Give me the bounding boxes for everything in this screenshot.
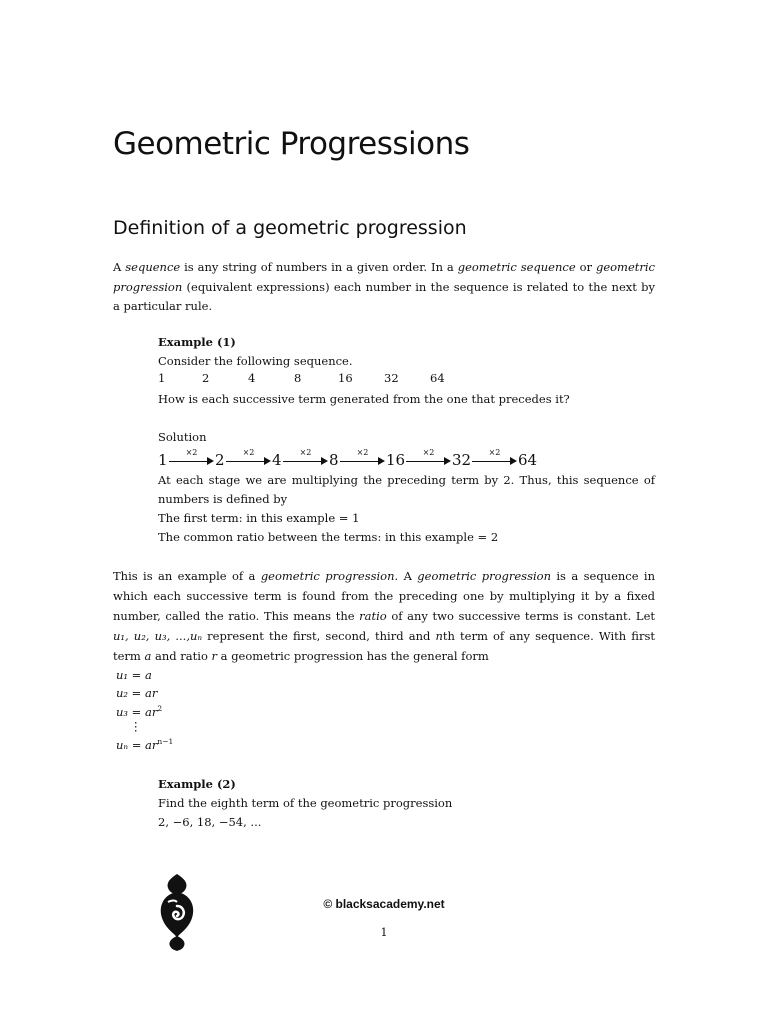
academy-logo-icon [156, 872, 198, 952]
multiply-arrow [169, 448, 214, 470]
multiply-arrow [472, 448, 517, 470]
chain-node: 32 [452, 451, 472, 469]
example-1-heading: Example (1) [158, 335, 236, 349]
formula-u2: u₂ = ar [116, 686, 158, 700]
chain-node: 64 [518, 451, 538, 469]
example-2-heading: Example (2) [158, 777, 236, 791]
example-2-sequence: 2, −6, 18, −54, ... [158, 815, 262, 829]
sequence-term: 8 [294, 371, 302, 385]
example-1-prompt: Consider the following sequence. [158, 354, 353, 368]
multiply-arrow [340, 448, 385, 470]
intro-paragraph: A sequence is any string of numbers in a given order. In a geometric sequence or geometric progression (equivalent expressions) each number in the sequence is related to the next by a particular rule. [113, 260, 655, 313]
chain-node: 8 [329, 451, 339, 469]
sequence-term: 32 [384, 371, 399, 385]
arrow-label: ×2 [242, 448, 255, 457]
sequence-term: 4 [248, 371, 256, 385]
arrow-label: ×2 [185, 448, 198, 457]
arrow-label: ×2 [299, 448, 312, 457]
page-title: Geometric Progressions [113, 126, 470, 162]
page-number: 1 [380, 926, 388, 939]
chain-node: 2 [215, 451, 225, 469]
example-1-explanation: At each stage we are multiplying the preceding term by 2. Thus, this sequence of numbers is defined by [158, 473, 655, 506]
sequence-term: 2 [202, 371, 210, 385]
chain-node: 4 [272, 451, 282, 469]
multiply-arrow [406, 448, 451, 470]
general-paragraph: This is an example of a geometric progression. A geometric progression is a sequence in which each successive term is found from the preceding one by multiplying it by a fixed number, called the ratio. This means the ratio of any two successive terms is constant. Let u₁, u₂, u₃, ...,uₙ represent the first, second, third and nth term of any sequence. With first term a and ratio r a geometric progression has the general form [113, 569, 656, 663]
first-term-line: The first term: in this example = 1 [158, 511, 360, 525]
general-form-formulas [116, 668, 316, 758]
common-ratio-line: The common ratio between the terms: in this example = 2 [158, 530, 499, 544]
chain-node: 16 [386, 451, 406, 469]
formula-u3: $u_3 = ar^2$ [116, 704, 163, 719]
sequence-term: 1 [158, 371, 166, 385]
vertical-ellipsis: ⋮ [130, 719, 142, 733]
chain-node: 1 [158, 451, 168, 469]
example-1-question: How is each successive term generated from the one that precedes it? [158, 392, 570, 406]
section-title: Definition of a geometric progression [113, 217, 467, 239]
formula-un: $u_n = ar^{n-1}$ [116, 737, 174, 752]
formula-u1: u₁ = a [116, 668, 152, 682]
terms-list: u₁, u₂, u₃, ...,uₙ [113, 629, 203, 643]
multiply-arrow [226, 448, 271, 470]
solution-label: Solution [158, 430, 207, 444]
arrow-label: ×2 [356, 448, 369, 457]
footer-site-credit: © blacksacademy.net [323, 897, 445, 911]
arrow-label: ×2 [488, 448, 501, 457]
arrow-label: ×2 [422, 448, 435, 457]
sequence-term: 16 [338, 371, 353, 385]
multiply-arrow [283, 448, 328, 470]
sequence-term: 64 [430, 371, 445, 385]
example-2-prompt: Find the eighth term of the geometric progression [158, 796, 453, 810]
